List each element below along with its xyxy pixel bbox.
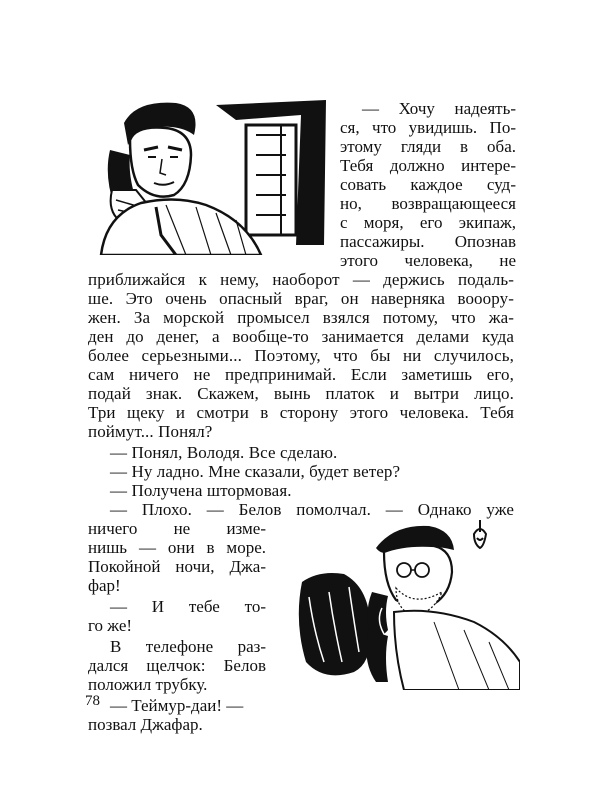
- text-line: положил трубку.: [88, 675, 208, 694]
- text-line: нишь — они в море.: [88, 538, 266, 557]
- text-line: но, возвращающееся: [340, 194, 516, 213]
- illustration-old-man-on-phone: [284, 512, 520, 690]
- illustration-man-on-phone: [96, 95, 332, 255]
- text-line: подай знак. Скажем, вынь платок и вытри лицо.: [88, 384, 514, 403]
- text-line: — Хочу надеять-: [362, 99, 516, 118]
- text-line: этого человека, не: [340, 251, 516, 270]
- text-line: совать каждое суд-: [340, 175, 516, 194]
- text-line: этому гляди в оба.: [340, 137, 516, 156]
- text-line: ничего не изме-: [88, 519, 266, 538]
- text-line: дался щелчок: Белов: [88, 656, 266, 675]
- text-line: приближайся к нему, наоборот — держись подаль-: [88, 270, 514, 289]
- dialogue-line: — Получена штормовая.: [110, 481, 292, 500]
- page-number: 78: [85, 693, 100, 709]
- text-line: — И тебе то-: [110, 597, 266, 616]
- text-line: жен. За морской промысел взялся потому, что жа-: [88, 308, 514, 327]
- text-line: ше. Это очень опасный враг, он наверняка вооору-: [88, 289, 514, 308]
- text-line: с моря, его экипаж,: [340, 213, 516, 232]
- text-line: сам ничего не предпринимай. Если заметишь его,: [88, 365, 514, 384]
- text-line: пассажиры. Опознав: [340, 232, 516, 251]
- text-line: фар!: [88, 576, 121, 595]
- dialogue-line: — Плохо. — Белов помолчал. — Однако уже: [110, 500, 514, 519]
- text-line: — Теймур-даи! —: [110, 696, 244, 715]
- text-line: ся, что увидишь. По-: [340, 118, 516, 137]
- text-line: Покойной ночи, Джа-: [88, 557, 266, 576]
- text-line: более серьезными... Поэтому, что бы ни случилось,: [88, 346, 514, 365]
- text-line: поймут... Понял?: [88, 422, 213, 441]
- text-line: го же!: [88, 616, 133, 635]
- text-line: Три щеку и смотри в сторону этого человека. Тебя: [88, 403, 514, 422]
- dialogue-line: — Понял, Володя. Все сделаю.: [110, 443, 338, 462]
- dialogue-line: — Ну ладно. Мне сказали, будет ветер?: [110, 462, 401, 481]
- text-line: позвал Джафар.: [88, 715, 203, 734]
- text-line: ден до денег, а вообще-то занимается делами куда: [88, 327, 514, 346]
- text-line: Тебя должно интере-: [340, 156, 516, 175]
- text-line: В телефоне раз-: [110, 637, 266, 656]
